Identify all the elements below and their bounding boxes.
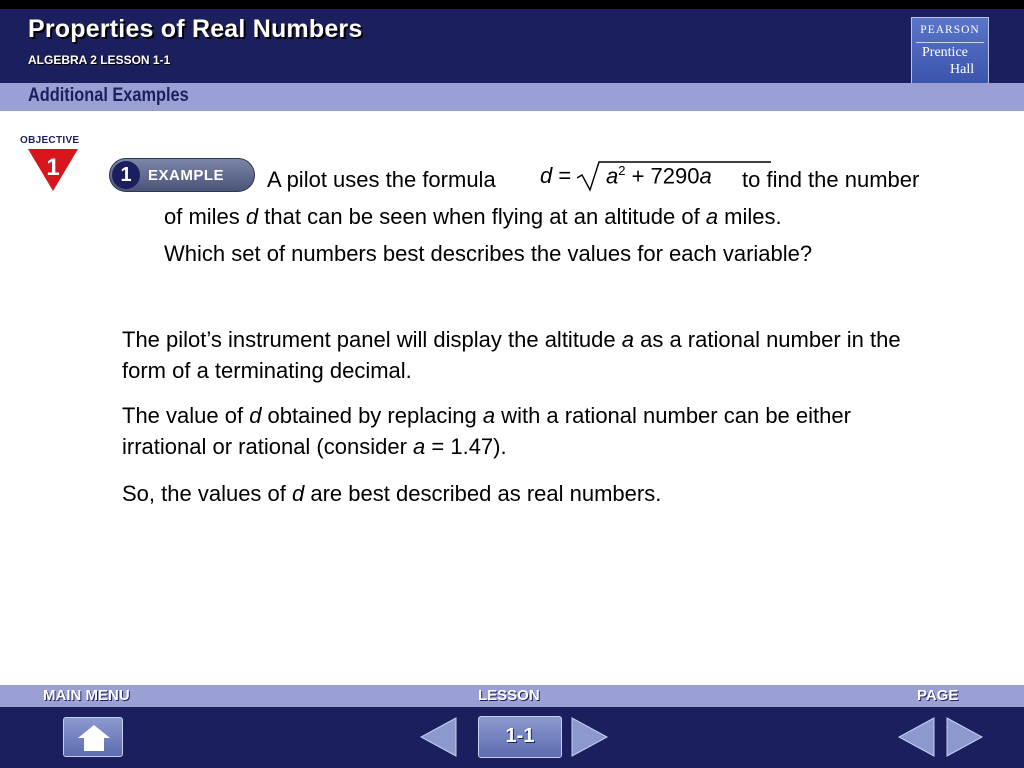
objective-number: 1: [46, 154, 60, 181]
example-label: EXAMPLE: [148, 167, 225, 184]
main-menu-label: MAIN MENU: [43, 687, 130, 704]
lesson-label: LESSON: [478, 687, 540, 704]
variable-d: d: [249, 403, 262, 428]
section-bar: [0, 83, 1024, 111]
problem-line-3: [164, 241, 812, 267]
lesson-next-arrow-icon[interactable]: [570, 716, 610, 758]
solution-paragraph-2: [122, 400, 922, 462]
variable-d: d: [292, 481, 305, 506]
footer-label-bar: [0, 685, 1024, 707]
formula-plus: + 7290: [625, 163, 700, 189]
variable-a: a: [621, 327, 634, 352]
section-label: Additional Examples: [28, 85, 189, 106]
formula-radicand: [606, 163, 712, 189]
solution-text: with a rational number can be either irrational or rational (consider: [122, 403, 851, 459]
lesson-prev-arrow-icon[interactable]: [418, 716, 458, 758]
lesson-number-button[interactable]: 1-1: [478, 716, 562, 758]
solution-paragraph-1: [122, 324, 922, 386]
problem-text: of miles: [164, 204, 246, 229]
solution-text: So, the values of: [122, 481, 292, 506]
page-label: PAGE: [917, 687, 959, 704]
example-number: 1: [112, 161, 140, 189]
header: [0, 9, 1024, 83]
main-menu-button[interactable]: [63, 717, 123, 757]
objective-label: OBJECTIVE: [20, 135, 80, 146]
problem-text: that can be seen when flying at an altitude of: [258, 204, 706, 229]
problem-text: miles.: [718, 204, 782, 229]
lesson-subtitle: ALGEBRA 2 LESSON 1-1: [28, 53, 171, 67]
solution-text: are best described as real numbers.: [304, 481, 662, 506]
formula-a2: a: [699, 163, 712, 189]
solution-text: = 1.47).: [425, 434, 507, 459]
solution-paragraph-3: [122, 478, 922, 509]
page-title: Properties of Real Numbers: [28, 15, 363, 43]
objective-marker: [20, 135, 90, 195]
problem-line-1-end: [742, 167, 919, 193]
formula-exponent: 2: [618, 163, 626, 178]
formula-equals: =: [552, 163, 572, 188]
problem-line-1-start: [267, 167, 496, 193]
logo-hall: Hall: [950, 62, 975, 77]
solution-text: obtained by replacing: [261, 403, 483, 428]
formula-a: a: [606, 163, 619, 189]
problem-line-2: [164, 204, 782, 230]
top-strip: [0, 0, 1024, 9]
formula-d: d: [540, 163, 553, 188]
example-badge: [109, 158, 255, 192]
page-next-arrow-icon[interactable]: [945, 716, 985, 758]
solution-text: The value of: [122, 403, 250, 428]
logo-prentice: Prentice: [922, 45, 968, 60]
variable-a: a: [413, 434, 426, 459]
solution-text: as a rational number in the form of a terminating decimal.: [122, 327, 901, 383]
variable-d: d: [245, 204, 259, 229]
objective-triangle-icon: [28, 149, 84, 193]
formula: [540, 163, 712, 189]
variable-a: a: [482, 403, 496, 428]
problem-text: Which set of numbers best describes the values for each variable?: [164, 241, 813, 266]
problem-text: to find the number: [742, 167, 920, 192]
logo-divider: [916, 42, 984, 43]
page-prev-arrow-icon[interactable]: [896, 716, 936, 758]
problem-text: A pilot uses the formula: [267, 167, 496, 192]
publisher-logo: [911, 17, 989, 84]
logo-pearson: PEARSON: [920, 24, 980, 36]
home-icon: [77, 724, 111, 752]
variable-a: a: [705, 204, 719, 229]
solution-text: The pilot’s instrument panel will display the altitude: [122, 327, 622, 352]
